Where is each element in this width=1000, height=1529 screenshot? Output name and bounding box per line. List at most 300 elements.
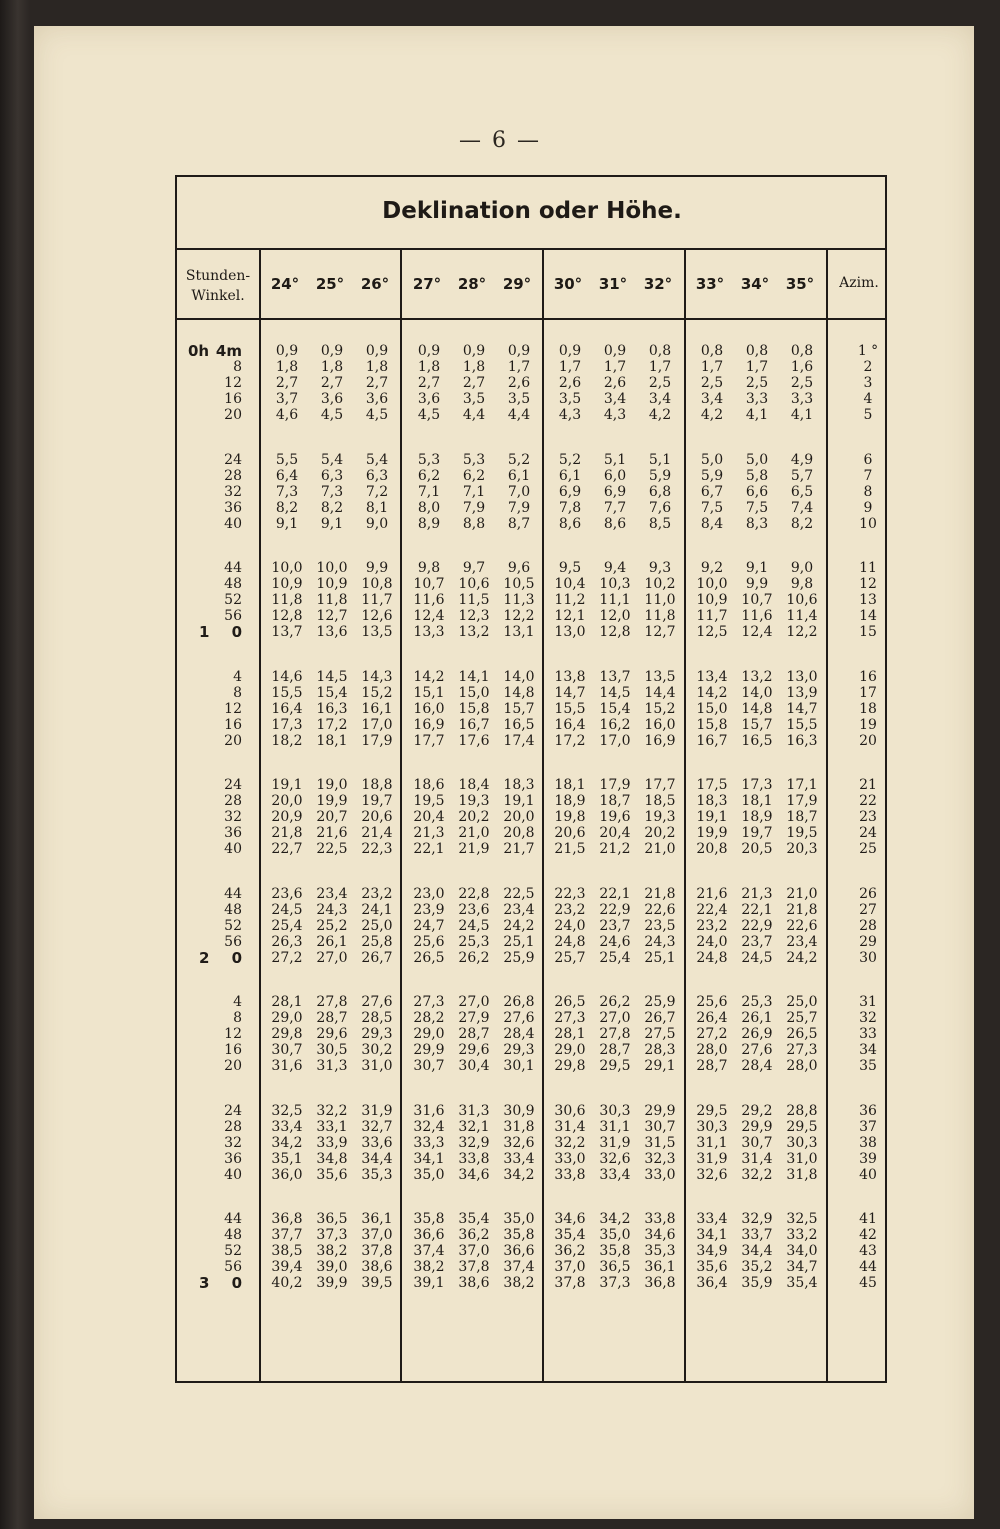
table-cell: 24,3 [644,933,676,950]
table-cell: 16,1 [361,700,393,717]
table-cell: 31,9 [696,1150,728,1167]
table-cell: 11,0 [644,592,676,609]
table-cell: 31,3 [316,1058,348,1075]
table-cell: 14,8 [503,684,535,701]
table-cell: 33,1 [316,1118,348,1135]
table-cell: 14,1 [458,668,490,685]
table-cell: 4,9 [790,451,814,468]
table-cell: 16,2 [599,716,631,733]
table-cell: 32,2 [316,1102,348,1119]
hour-label: 0h [188,342,210,360]
table-cell: 4,2 [700,407,724,424]
table-cell: 15,2 [361,684,393,701]
table-cell: 23,4 [316,885,348,902]
table-cell: 27,3 [413,994,445,1010]
table-cell: 18,8 [361,777,393,793]
table-cell: 33,8 [554,1166,586,1183]
column-header: 31° [598,275,628,293]
table-cell: 20,3 [786,841,818,858]
azimuth-cell: 16 [859,668,877,685]
table-cell: 10,2 [644,576,676,593]
table-cell: 14,6 [271,668,303,685]
table-cell: 3,3 [790,391,814,408]
column-rule-group-1 [400,250,402,1383]
table-cell: 25,1 [644,949,676,966]
table-cell: 15,5 [271,684,303,701]
table-cell: 29,8 [554,1058,586,1075]
table-cell: 16,0 [413,700,445,717]
table-cell: 17,9 [786,793,818,810]
table-cell: 29,5 [696,1102,728,1119]
table-cell: 37,4 [503,1259,535,1276]
table-cell: 34,7 [786,1259,818,1276]
azimuth-cell: 33 [859,1026,877,1043]
table-cell: 14,7 [786,700,818,717]
table-cell: 31,1 [599,1118,631,1135]
table-cell: 5,2 [558,451,582,468]
table-cell: 20,6 [554,825,586,842]
table-cell: 7,3 [275,483,299,500]
table-cell: 12,3 [458,608,490,625]
table-cell: 9,2 [700,560,724,576]
table-cell: 20,4 [599,825,631,842]
table-cell: 7,5 [745,499,769,516]
table-cell: 7,2 [365,483,389,500]
table-cell: 11,1 [599,592,631,609]
table-cell: 9,6 [507,560,531,576]
table-cell: 30,2 [361,1042,393,1059]
table-cell: 34,1 [696,1227,728,1244]
table-cell: 27,8 [599,1026,631,1043]
azimuth-cell: 19 [859,716,877,733]
table-cell: 9,5 [558,560,582,576]
table-cell: 15,5 [554,700,586,717]
table-cell: 22,7 [271,841,303,858]
table-cell: 32,6 [503,1134,535,1151]
table-cell: 17,4 [503,732,535,749]
table-cell: 15,2 [644,700,676,717]
azimuth-cell: 39 [859,1150,877,1167]
table-cell: 12,4 [413,608,445,625]
table-title: Deklination oder Höhe. [382,198,682,224]
table-cell: 38,2 [413,1259,445,1276]
table-cell: 15,7 [503,700,535,717]
table-cell: 39,4 [271,1259,303,1276]
azimuth-cell: 5 [863,407,873,424]
table-cell: 27,6 [741,1042,773,1059]
table-cell: 10,7 [413,576,445,593]
table-cell: 35,6 [696,1259,728,1276]
table-cell: 1,7 [745,359,769,376]
table-cell: 12,5 [696,624,728,641]
column-header: 30° [553,275,583,293]
table-cell: 32,3 [644,1150,676,1167]
table-cell: 37,7 [271,1227,303,1244]
table-cell: 36,0 [271,1166,303,1183]
table-cell: 27,3 [554,1010,586,1027]
table-cell: 16,3 [316,700,348,717]
table-cell: 0,9 [320,343,344,359]
table-cell: 33,0 [554,1150,586,1167]
table-cell: 8,8 [462,515,486,532]
table-cell: 2,5 [648,375,672,392]
table-cell: 28,1 [271,994,303,1010]
table-cell: 24,7 [413,917,445,934]
table-cell: 18,4 [458,777,490,793]
table-cell: 33,8 [458,1150,490,1167]
table-cell: 18,5 [644,793,676,810]
table-cell: 29,5 [599,1058,631,1075]
column-header: 32° [643,275,673,293]
table-cell: 34,6 [644,1227,676,1244]
table-cell: 8,5 [648,515,672,532]
table-cell: 38,6 [458,1275,490,1292]
table-cell: 23,7 [599,917,631,934]
table-cell: 2,5 [745,375,769,392]
table-cell: 19,3 [644,809,676,826]
table-cell: 26,5 [786,1026,818,1043]
table-cell: 37,8 [361,1243,393,1260]
table-cell: 25,6 [413,933,445,950]
table-cell: 19,0 [316,777,348,793]
table-cell: 9,0 [365,515,389,532]
table-cell: 10,0 [696,576,728,593]
table-cell: 10,8 [361,576,393,593]
table-cell: 31,6 [413,1102,445,1119]
table-cell: 4,5 [417,407,441,424]
table-cell: 23,0 [413,885,445,902]
column-rule-group-2 [542,250,544,1383]
table-cell: 9,1 [745,560,769,576]
table-cell: 24,0 [696,933,728,950]
table-cell: 23,7 [741,933,773,950]
table-cell: 27,9 [458,1010,490,1027]
table-cell: 29,3 [503,1042,535,1059]
table-cell: 7,7 [603,499,627,516]
table-cell: 19,1 [696,809,728,826]
table-cell: 23,6 [271,885,303,902]
minute-label: 16 [224,1042,242,1059]
table-cell: 26,4 [696,1010,728,1027]
table-cell: 0,8 [745,343,769,359]
minute-label: 0 [231,623,242,642]
table-cell: 11,4 [786,608,818,625]
table-cell: 22,9 [599,901,631,918]
azimuth-header: Azim. [839,275,879,291]
table-cell: 7,5 [700,499,724,516]
table-cell: 0,9 [507,343,531,359]
table-cell: 6,9 [558,483,582,500]
table-cell: 25,3 [741,994,773,1010]
table-cell: 12,1 [554,608,586,625]
table-cell: 29,1 [644,1058,676,1075]
table-cell: 7,9 [462,499,486,516]
table-cell: 35,1 [271,1150,303,1167]
azimuth-cell: 41 [859,1211,877,1227]
table-cell: 32,9 [458,1134,490,1151]
table-cell: 5,1 [603,451,627,468]
minute-label: 40 [224,1166,242,1183]
table-cell: 6,1 [507,467,531,484]
table-cell: 11,8 [644,608,676,625]
table-cell: 28,4 [741,1058,773,1075]
table-cell: 26,5 [413,949,445,966]
table-cell: 8,2 [275,499,299,516]
table-cell: 7,9 [507,499,531,516]
table-cell: 23,9 [413,901,445,918]
minute-label: 20 [224,1058,242,1075]
table-cell: 19,3 [458,793,490,810]
minute-label: 36 [224,499,242,516]
table-cell: 35,8 [413,1211,445,1227]
minute-label: 48 [224,901,242,918]
table-cell: 8,2 [790,515,814,532]
minute-label: 32 [224,809,242,826]
table-cell: 20,6 [361,809,393,826]
table-cell: 39,5 [361,1275,393,1292]
table-cell: 29,0 [271,1010,303,1027]
table-cell: 31,8 [786,1166,818,1183]
table-cell: 33,6 [361,1134,393,1151]
table-cell: 3,4 [648,391,672,408]
table-cell: 14,2 [413,668,445,685]
table-cell: 21,3 [413,825,445,842]
table-cell: 1,8 [462,359,486,376]
table-cell: 17,9 [599,777,631,793]
azimuth-cell: 29 [859,933,877,950]
table-cell: 4,5 [365,407,389,424]
table-cell: 29,6 [458,1042,490,1059]
table-cell: 27,0 [316,949,348,966]
table-cell: 22,9 [741,917,773,934]
table-cell: 22,1 [599,885,631,902]
table-cell: 8,2 [320,499,344,516]
azimuth-cell: 6 [863,451,873,468]
table-cell: 22,5 [503,885,535,902]
minute-label: 12 [224,700,242,717]
minute-label: 24 [224,451,242,468]
minute-label: 4 [233,994,242,1010]
table-cell: 14,4 [644,684,676,701]
table-cell: 38,2 [503,1275,535,1292]
table-cell: 30,7 [644,1118,676,1135]
table-cell: 5,3 [462,451,486,468]
table-cell: 36,1 [361,1211,393,1227]
table-cell: 2,6 [603,375,627,392]
table-cell: 21,7 [503,841,535,858]
table-cell: 17,3 [271,716,303,733]
table-cell: 29,6 [316,1026,348,1043]
table-cell: 29,3 [361,1026,393,1043]
table-cell: 2,6 [507,375,531,392]
table-cell: 10,9 [271,576,303,593]
table-cell: 33,9 [316,1134,348,1151]
table-cell: 32,5 [271,1102,303,1119]
table-cell: 3,4 [700,391,724,408]
table-cell: 24,2 [786,949,818,966]
table-cell: 11,8 [316,592,348,609]
table-cell: 14,0 [503,668,535,685]
table-cell: 31,0 [361,1058,393,1075]
table-cell: 9,3 [648,560,672,576]
column-header: 35° [785,275,815,293]
table-cell: 18,3 [503,777,535,793]
table-cell: 15,7 [741,716,773,733]
table-cell: 21,8 [644,885,676,902]
table-cell: 21,9 [458,841,490,858]
table-cell: 21,0 [786,885,818,902]
azimuth-cell: 21 [859,777,877,793]
table-cell: 6,7 [700,483,724,500]
azimuth-cell: 34 [859,1042,877,1059]
table-cell: 3,6 [320,391,344,408]
table-cell: 5,0 [700,451,724,468]
table-cell: 34,8 [316,1150,348,1167]
table-cell: 1,8 [417,359,441,376]
table-cell: 34,1 [413,1150,445,1167]
table-cell: 14,5 [599,684,631,701]
azimuth-cell: 1 ° [857,343,879,359]
table-cell: 13,2 [458,624,490,641]
table-cell: 27,0 [458,994,490,1010]
table-cell: 12,2 [786,624,818,641]
table-cell: 33,4 [696,1211,728,1227]
table-cell: 2,7 [320,375,344,392]
table-cell: 18,7 [599,793,631,810]
table-cell: 38,6 [361,1259,393,1276]
table-cell: 4,3 [603,407,627,424]
table-cell: 7,8 [558,499,582,516]
table-cell: 18,9 [554,793,586,810]
table-cell: 4,5 [320,407,344,424]
table-cell: 2,5 [790,375,814,392]
table-cell: 5,7 [790,467,814,484]
table-cell: 18,1 [316,732,348,749]
table-cell: 17,0 [361,716,393,733]
table-cell: 19,9 [316,793,348,810]
minute-label: 36 [224,1150,242,1167]
table-cell: 17,6 [458,732,490,749]
azimuth-cell: 43 [859,1243,877,1260]
table-cell: 17,9 [361,732,393,749]
table-cell: 5,9 [648,467,672,484]
table-cell: 30,6 [554,1102,586,1119]
table-cell: 3,3 [745,391,769,408]
minute-label: 0 [231,1274,242,1293]
column-header: 24° [270,275,300,293]
table-cell: 36,5 [599,1259,631,1276]
table-cell: 33,7 [741,1227,773,1244]
table-cell: 37,4 [413,1243,445,1260]
azimuth-cell: 11 [859,560,877,576]
table-cell: 12,7 [644,624,676,641]
table-cell: 26,7 [361,949,393,966]
table-cell: 25,8 [361,933,393,950]
table-cell: 10,4 [554,576,586,593]
table-cell: 0,9 [603,343,627,359]
minute-label: 28 [224,467,242,484]
table-cell: 16,7 [696,732,728,749]
table-cell: 17,7 [644,777,676,793]
table-cell: 23,2 [361,885,393,902]
table-cell: 35,4 [458,1211,490,1227]
minute-label: 52 [224,592,242,609]
table-cell: 31,8 [503,1118,535,1135]
table-cell: 6,1 [558,467,582,484]
table-cell: 28,7 [458,1026,490,1043]
table-cell: 34,2 [599,1211,631,1227]
table-cell: 20,5 [741,841,773,858]
table-cell: 17,7 [413,732,445,749]
table-cell: 8,4 [700,515,724,532]
table-cell: 8,9 [417,515,441,532]
table-cell: 11,7 [696,608,728,625]
table-cell: 5,3 [417,451,441,468]
azimuth-cell: 7 [863,467,873,484]
azimuth-cell: 13 [859,592,877,609]
table-cell: 14,2 [696,684,728,701]
table-cell: 16,0 [644,716,676,733]
minute-label: 8 [233,684,242,701]
table-cell: 13,9 [786,684,818,701]
table-cell: 2,7 [365,375,389,392]
azimuth-cell: 36 [859,1102,877,1119]
table-cell: 31,1 [696,1134,728,1151]
table-cell: 31,3 [458,1102,490,1119]
azimuth-cell: 45 [859,1275,877,1292]
table-cell: 4,2 [648,407,672,424]
table-cell: 19,5 [786,825,818,842]
azimuth-cell: 32 [859,1010,877,1027]
table-cell: 15,0 [458,684,490,701]
azimuth-cell: 25 [859,841,877,858]
table-cell: 8,6 [603,515,627,532]
table-cell: 34,6 [458,1166,490,1183]
table-cell: 12,4 [741,624,773,641]
table-cell: 13,3 [413,624,445,641]
table-cell: 19,1 [271,777,303,793]
table-cell: 29,0 [413,1026,445,1043]
table-cell: 8,0 [417,499,441,516]
table-cell: 15,4 [316,684,348,701]
minute-label: 4m [215,342,242,360]
table-cell: 26,1 [316,933,348,950]
table-cell: 21,8 [786,901,818,918]
table-cell: 25,3 [458,933,490,950]
table-cell: 11,6 [413,592,445,609]
table-cell: 11,8 [271,592,303,609]
table-cell: 35,8 [599,1243,631,1260]
table-cell: 9,0 [790,560,814,576]
table-cell: 12,0 [599,608,631,625]
table-cell: 6,9 [603,483,627,500]
table-cell: 37,0 [554,1259,586,1276]
table-cell: 33,2 [786,1227,818,1244]
table-cell: 27,6 [361,994,393,1010]
table-cell: 11,6 [741,608,773,625]
table-cell: 26,9 [741,1026,773,1043]
column-header: 29° [502,275,532,293]
table-cell: 24,1 [361,901,393,918]
table-cell: 24,8 [696,949,728,966]
table-cell: 24,5 [741,949,773,966]
table-cell: 35,9 [741,1275,773,1292]
table-cell: 9,7 [462,560,486,576]
table-cell: 31,0 [786,1150,818,1167]
table-cell: 10,0 [316,560,348,576]
table-cell: 15,4 [599,700,631,717]
table-cell: 19,6 [599,809,631,826]
